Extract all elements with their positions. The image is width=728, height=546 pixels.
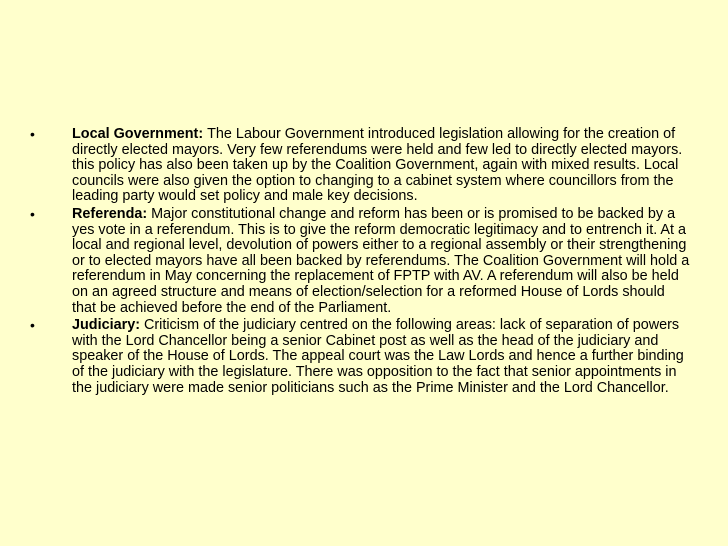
- bullet-text: Criticism of the judiciary centred on the following areas: lack of separation of powers with the Lord Chancellor being a senior Cabinet post as well as the head of the judiciary and speaker of the House of Lords. The appeal court was the Law Lords and hence a further binding of the judiciary with the legislature. There was opposition to the fact that senior appointments in the judiciary were made senior politicians such as the Prime Minister and the Lord Chancellor.: [72, 317, 684, 396]
- bullet-icon: •: [30, 317, 35, 334]
- bullet-text: The Labour Government introduced legislation allowing for the creation of directly elected mayors. Very few referendums were held and few led to directly elected mayors. this policy has also been taken up by the Coalition Government, again with mixed results. Local councils were also given the option to changing to a cabinet system where councillors from the leading party would set policy and male key decisions.: [72, 126, 683, 205]
- bullet-title: Referenda:: [72, 205, 152, 222]
- bullet-icon: •: [30, 126, 35, 142]
- bullet-title: Local Government:: [72, 126, 208, 142]
- bullet-text: Major constitutional change and reform has been or is promised to be backed by a yes vote in a referendum. This is to give the reform democratic legitimacy and to entrench it. At a local and regional level, devolution of powers either to a regional assembly or their strengthening or to elected mayors have all been backed by referendums. The Coalition Government will hold a referendum in May concerning the replacement of FPTP with AV. A referendum will also be held on an agreed structure and means of election/selection for a reformed House of Lords should that be achieved before the end of the Parliament.: [72, 205, 690, 316]
- bullet-icon: •: [30, 205, 35, 222]
- bullet-item-judiciary: [30, 318, 690, 396]
- bullet-item-referenda: [30, 207, 690, 316]
- bullet-item-local-government: [30, 127, 690, 205]
- bullet-title: Judiciary:: [72, 317, 140, 334]
- bullet-list: [30, 127, 690, 398]
